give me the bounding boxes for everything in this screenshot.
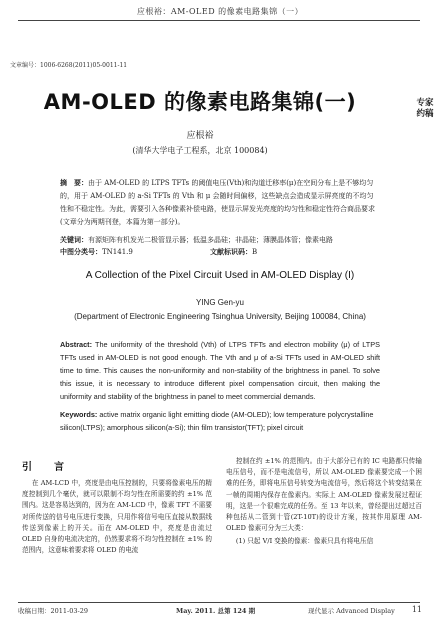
keywords-cn-text: 有源矩阵有机发光二极管显示器；低温多晶硅；非晶硅；薄膜晶体管；像素电路 (88, 236, 333, 244)
clc-number (60, 248, 133, 256)
body-paragraph: 在 AM-LCD 中，亮度是由电压控制的，只要将像素电压的精度控制到几个毫伏，就可以限制不均匀性在所需要的约 ±1% 范围内。这是容易达到的，因为在 AM-LCD 中，像素 TFT 不需要对所传送的信号电压进行变换，只用作将信号电压直接从数据线传送到像素上的开关。而在 AM-OLED 中，亮度是由流过 OLED 自身的电流决定的，仍然要求将不均匀性控制在 ±1% 的范围内，这意味着要求将 OLED 的电流 (22, 479, 212, 555)
clc-value: TN141.9 (102, 248, 133, 256)
classification-line (60, 247, 375, 257)
paper-title-en: A Collection of the Pixel Circuit Used in AM-OLED Display (I) (85, 270, 355, 281)
author-name-en: YING Gen-yu (195, 298, 244, 307)
abstract-cn (60, 176, 375, 229)
body-column-right (226, 456, 422, 550)
keywords-en-label: Keywords: (60, 410, 98, 419)
journal-name: 现代显示 Advanced Display (308, 607, 395, 615)
running-head: 应根裕：AM-OLED 的像素电路集锦（一） (136, 7, 304, 16)
body-paragraph: (1) 只起 V/I 变换的像素：像素只具有将电压信 (235, 537, 374, 546)
body-paragraph: 控制在约 ±1% 的范围内。由于大部分已有的 IC 电路都只传输电压信号，而不是电流信号，所以 AM-OLED 像素要完成一个困难的任务，即将电压信号转变为电流信号，然后将这个转变结果在一帧的周期内保存在像素内。实际上 AM-OLED 像素发展过程证明，这是一个很难完成的任务。至 13 年以来，曾经提出过超过百种包括从二管到十管(2T-10T)的设计方案，按其作用原理 AM-OLED 像素可分为三大类： (226, 457, 422, 533)
abstract-en-text: The uniformity of the threshold (Vth) of LTPS TFTs and electron mobility (μ) of LTPS TFTs used in AM-OLED is not good enough. The Vth and μ of a-Si TFTs used in AM-OLED shift time to time. This causes the non-uniformity and non-stability of the brightness in panel. To solve this issue, it is necessary to introduce different pixel compensation circuit, then making the uniformity and stability of the brightness in panel to meet commercial demands. (60, 340, 380, 401)
doc-code-value: B (252, 248, 258, 256)
body-column-left (22, 478, 212, 558)
page-number: 11 (411, 605, 422, 614)
abstract-cn-text: 由于 AM-OLED 的 LTPS TFTs 的阈值电压(Vth)和沟道迁移率(μ)在空间分布上是不够均匀的，用于 AM-OLED 的 a-Si TFTs 的 Vth 和 μ 会随时间偏移，这些缺点会造成显示屏亮度的不均匀性和不稳定性。为此，需要引入各种像素补偿电路，使显示屏发光亮度的均匀性和稳定性符合商品要求(文章分为两期刊登，本篇为第一部分)。 (60, 179, 375, 226)
footer-rule (18, 602, 420, 603)
paper-title: AM-OLED 的像素电路集锦(一) (43, 90, 357, 114)
received-date: 收稿日期：2011-03-29 (18, 607, 88, 615)
doc-code-label: 文献标识码： (210, 247, 252, 256)
article-number: 文章编号：1006-6268(2011)05-0011-11 (10, 62, 128, 69)
issue-info: May. 2011. 总第 124 期 (176, 607, 256, 615)
header-rule (18, 20, 420, 21)
keywords-en-text: active matrix organic light emitting diode (AM-OLED); low temperature polycrystalline silicon(LTPS); amorphous silicon(a-Si); thin film transistor(TFT); pixel circuit (60, 410, 374, 432)
abstract-en (60, 338, 380, 403)
keywords-en (60, 408, 380, 434)
section-heading-introduction: 引 言 (22, 462, 70, 473)
column-label: 专家约稿 (416, 98, 434, 119)
abstract-cn-label: 摘 要： (60, 178, 88, 187)
clc-label: 中图分类号： (60, 247, 102, 256)
document-code (210, 247, 257, 257)
affiliation-cn: (清华大学电子工程系，北京 100084) (132, 146, 268, 155)
keywords-cn (60, 234, 375, 246)
abstract-en-label: Abstract: (60, 340, 93, 349)
keywords-cn-label: 关键词： (60, 235, 88, 244)
affiliation-en: (Department of Electronic Engineering Tsinghua University, Beijing 100084, China) (74, 312, 366, 321)
author-name-cn: 应根裕 (186, 131, 214, 141)
